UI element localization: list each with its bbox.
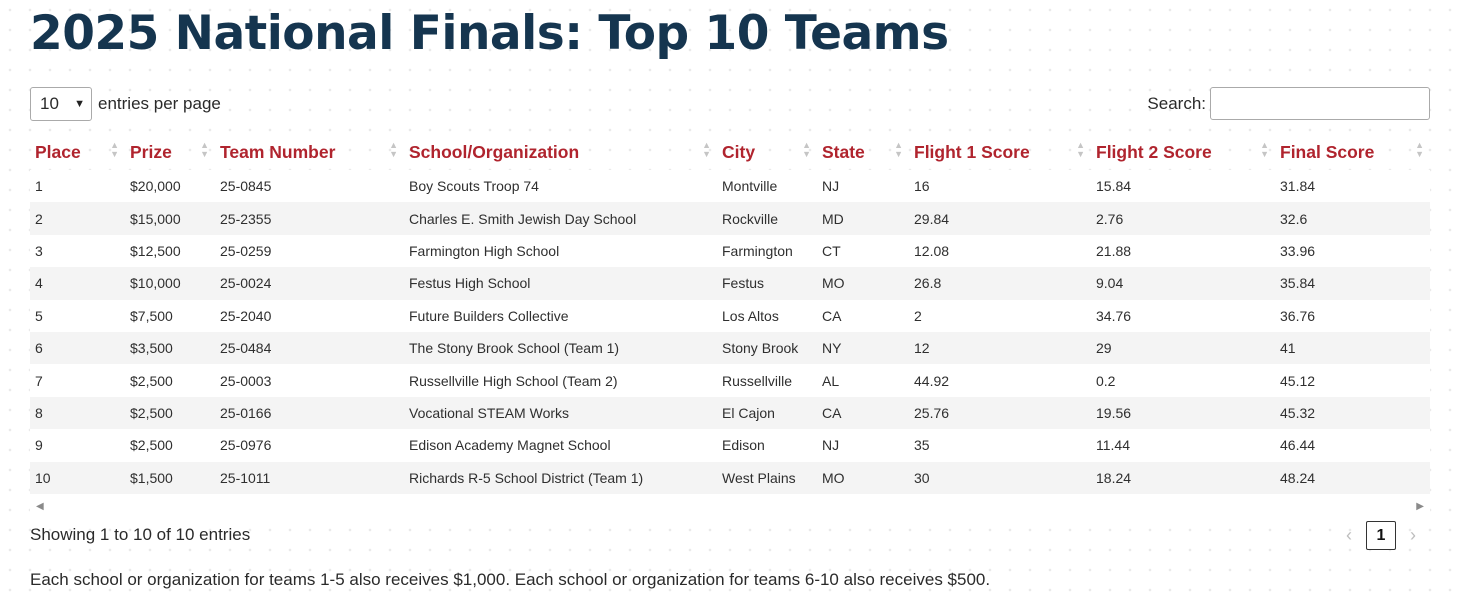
- table-cell: 25-0166: [215, 397, 404, 429]
- column-header[interactable]: [717, 134, 817, 170]
- table-cell: 5: [30, 300, 125, 332]
- column-header-label: Flight 2 Score: [1096, 141, 1212, 162]
- sort-arrows-icon: ▲ ▼: [1415, 140, 1424, 159]
- table-cell: 0.2: [1091, 364, 1275, 396]
- page-container: [30, 0, 1430, 589]
- table-row: [30, 267, 1430, 299]
- prize-note: Each school or organization for teams 1-5 also receives $1,000. Each school or organization for teams 6-10 also receives $500.: [30, 570, 991, 589]
- table-cell: $3,500: [125, 332, 215, 364]
- search-label: Search:: [1147, 93, 1206, 113]
- scroll-left-icon[interactable]: ◀: [36, 501, 44, 512]
- table-cell: CT: [817, 235, 909, 267]
- table-cell: 12: [909, 332, 1091, 364]
- table-cell: 25-0845: [215, 170, 404, 202]
- table-cell: $2,500: [125, 429, 215, 461]
- table-row: [30, 235, 1430, 267]
- sort-arrows-icon: ▲ ▼: [389, 140, 398, 159]
- table-cell: 18.24: [1091, 462, 1275, 494]
- column-header[interactable]: [125, 134, 215, 170]
- entries-label: entries per page: [98, 94, 221, 113]
- entries-select-value: 10: [40, 94, 59, 113]
- table-row: [30, 170, 1430, 202]
- sort-arrows-icon: ▲ ▼: [110, 140, 119, 159]
- column-header-label: School/Organization: [409, 141, 580, 162]
- table-cell: AL: [817, 364, 909, 396]
- table-cell: 25-2355: [215, 202, 404, 234]
- table-cell: 4: [30, 267, 125, 299]
- column-header[interactable]: [215, 134, 404, 170]
- table-cell: 12.08: [909, 235, 1091, 267]
- table-cell: $7,500: [125, 300, 215, 332]
- table-cell: The Stony Brook School (Team 1): [404, 332, 717, 364]
- table-cell: Rockville: [717, 202, 817, 234]
- column-header-label: Prize: [130, 141, 172, 162]
- sort-arrows-icon: ▲ ▼: [1076, 140, 1085, 159]
- column-header[interactable]: [909, 134, 1091, 170]
- table-cell: 45.12: [1275, 364, 1430, 396]
- chevron-down-icon: ▼: [74, 98, 85, 110]
- table-cell: Festus: [717, 267, 817, 299]
- results-table: [30, 134, 1430, 494]
- table-cell: 34.76: [1091, 300, 1275, 332]
- table-cell: Farmington High School: [404, 235, 717, 267]
- table-cell: Edison Academy Magnet School: [404, 429, 717, 461]
- page-button-1[interactable]: 1: [1366, 521, 1396, 550]
- table-row: [30, 429, 1430, 461]
- column-header-label: State: [822, 141, 865, 162]
- table-cell: NJ: [817, 429, 909, 461]
- table-cell: 46.44: [1275, 429, 1430, 461]
- table-cell: MO: [817, 267, 909, 299]
- table-cell: 9.04: [1091, 267, 1275, 299]
- table-cell: West Plains: [717, 462, 817, 494]
- table-cell: $10,000: [125, 267, 215, 299]
- table-cell: 1: [30, 170, 125, 202]
- table-cell: 6: [30, 332, 125, 364]
- table-cell: Stony Brook: [717, 332, 817, 364]
- table-cell: CA: [817, 397, 909, 429]
- table-cell: Vocational STEAM Works: [404, 397, 717, 429]
- column-header[interactable]: [30, 134, 125, 170]
- table-info: Showing 1 to 10 of 10 entries: [30, 525, 251, 544]
- table-cell: 10: [30, 462, 125, 494]
- table-cell: 25-2040: [215, 300, 404, 332]
- horizontal-scrollbar[interactable]: [30, 498, 1430, 516]
- table-cell: 33.96: [1275, 235, 1430, 267]
- scroll-right-icon[interactable]: ▶: [1416, 501, 1424, 512]
- table-cell: MD: [817, 202, 909, 234]
- column-header-label: Flight 1 Score: [914, 141, 1030, 162]
- sort-arrows-icon: ▲ ▼: [200, 140, 209, 159]
- table-cell: 9: [30, 429, 125, 461]
- table-cell: 48.24: [1275, 462, 1430, 494]
- table-cell: 2: [909, 300, 1091, 332]
- table-row: [30, 202, 1430, 234]
- table-cell: 35: [909, 429, 1091, 461]
- table-cell: CA: [817, 300, 909, 332]
- table-cell: MO: [817, 462, 909, 494]
- table-cell: 36.76: [1275, 300, 1430, 332]
- table-cell: 41: [1275, 332, 1430, 364]
- table-cell: 8: [30, 397, 125, 429]
- entries-per-page: [30, 87, 221, 121]
- table-cell: $12,500: [125, 235, 215, 267]
- table-cell: 2.76: [1091, 202, 1275, 234]
- table-cell: 32.6: [1275, 202, 1430, 234]
- table-cell: Edison: [717, 429, 817, 461]
- column-header[interactable]: [817, 134, 909, 170]
- table-cell: Future Builders Collective: [404, 300, 717, 332]
- table-cell: 29: [1091, 332, 1275, 364]
- table-cell: 35.84: [1275, 267, 1430, 299]
- next-page-button[interactable]: ›: [1410, 525, 1416, 545]
- table-row: [30, 462, 1430, 494]
- table-cell: 25-0259: [215, 235, 404, 267]
- table-cell: Farmington: [717, 235, 817, 267]
- table-cell: 11.44: [1091, 429, 1275, 461]
- table-row: [30, 300, 1430, 332]
- search-input[interactable]: [1210, 87, 1430, 120]
- table-cell: 7: [30, 364, 125, 396]
- table-body: [30, 170, 1430, 494]
- column-header-label: Final Score: [1280, 141, 1375, 162]
- table-cell: 44.92: [909, 364, 1091, 396]
- table-cell: $20,000: [125, 170, 215, 202]
- table-row: [30, 397, 1430, 429]
- table-cell: $15,000: [125, 202, 215, 234]
- table-cell: El Cajon: [717, 397, 817, 429]
- table-row: [30, 364, 1430, 396]
- table-cell: 16: [909, 170, 1091, 202]
- sort-arrows-icon: ▲ ▼: [1260, 140, 1269, 159]
- table-cell: $1,500: [125, 462, 215, 494]
- table-cell: 26.8: [909, 267, 1091, 299]
- table-header-row: [30, 134, 1430, 170]
- table-cell: 25-0484: [215, 332, 404, 364]
- table-cell: 31.84: [1275, 170, 1430, 202]
- table-cell: 29.84: [909, 202, 1091, 234]
- table-cell: Boy Scouts Troop 74: [404, 170, 717, 202]
- column-header[interactable]: [404, 134, 717, 170]
- column-header-label: City: [722, 141, 756, 162]
- column-header[interactable]: [1091, 134, 1275, 170]
- page-title: 2025 National Finals: Top 10 Teams: [30, 6, 949, 61]
- table-cell: Russellville: [717, 364, 817, 396]
- search-area: [1147, 87, 1430, 120]
- table-cell: Festus High School: [404, 267, 717, 299]
- table-cell: 45.32: [1275, 397, 1430, 429]
- table-cell: 30: [909, 462, 1091, 494]
- pagination: [1342, 521, 1420, 550]
- table-cell: Los Altos: [717, 300, 817, 332]
- column-header-label: Place: [35, 141, 81, 162]
- table-controls: [30, 87, 1430, 123]
- column-header-label: Team Number: [220, 141, 336, 162]
- table-cell: 25-1011: [215, 462, 404, 494]
- table-cell: Montville: [717, 170, 817, 202]
- sort-arrows-icon: ▲ ▼: [894, 140, 903, 159]
- table-cell: Richards R-5 School District (Team 1): [404, 462, 717, 494]
- table-row: [30, 332, 1430, 364]
- table-cell: 2: [30, 202, 125, 234]
- sort-arrows-icon: ▲ ▼: [802, 140, 811, 159]
- sort-arrows-icon: ▲ ▼: [702, 140, 711, 159]
- table-cell: 3: [30, 235, 125, 267]
- entries-select[interactable]: [30, 87, 92, 121]
- table-cell: $2,500: [125, 364, 215, 396]
- table-cell: 25-0976: [215, 429, 404, 461]
- table-cell: NY: [817, 332, 909, 364]
- table-cell: Charles E. Smith Jewish Day School: [404, 202, 717, 234]
- column-header[interactable]: [1275, 134, 1430, 170]
- table-cell: 25-0024: [215, 267, 404, 299]
- table-cell: NJ: [817, 170, 909, 202]
- table-cell: $2,500: [125, 397, 215, 429]
- table-cell: 21.88: [1091, 235, 1275, 267]
- table-cell: 25.76: [909, 397, 1091, 429]
- table-cell: 19.56: [1091, 397, 1275, 429]
- table-cell: Russellville High School (Team 2): [404, 364, 717, 396]
- table-cell: 15.84: [1091, 170, 1275, 202]
- table-cell: 25-0003: [215, 364, 404, 396]
- previous-page-button[interactable]: ‹: [1346, 525, 1352, 545]
